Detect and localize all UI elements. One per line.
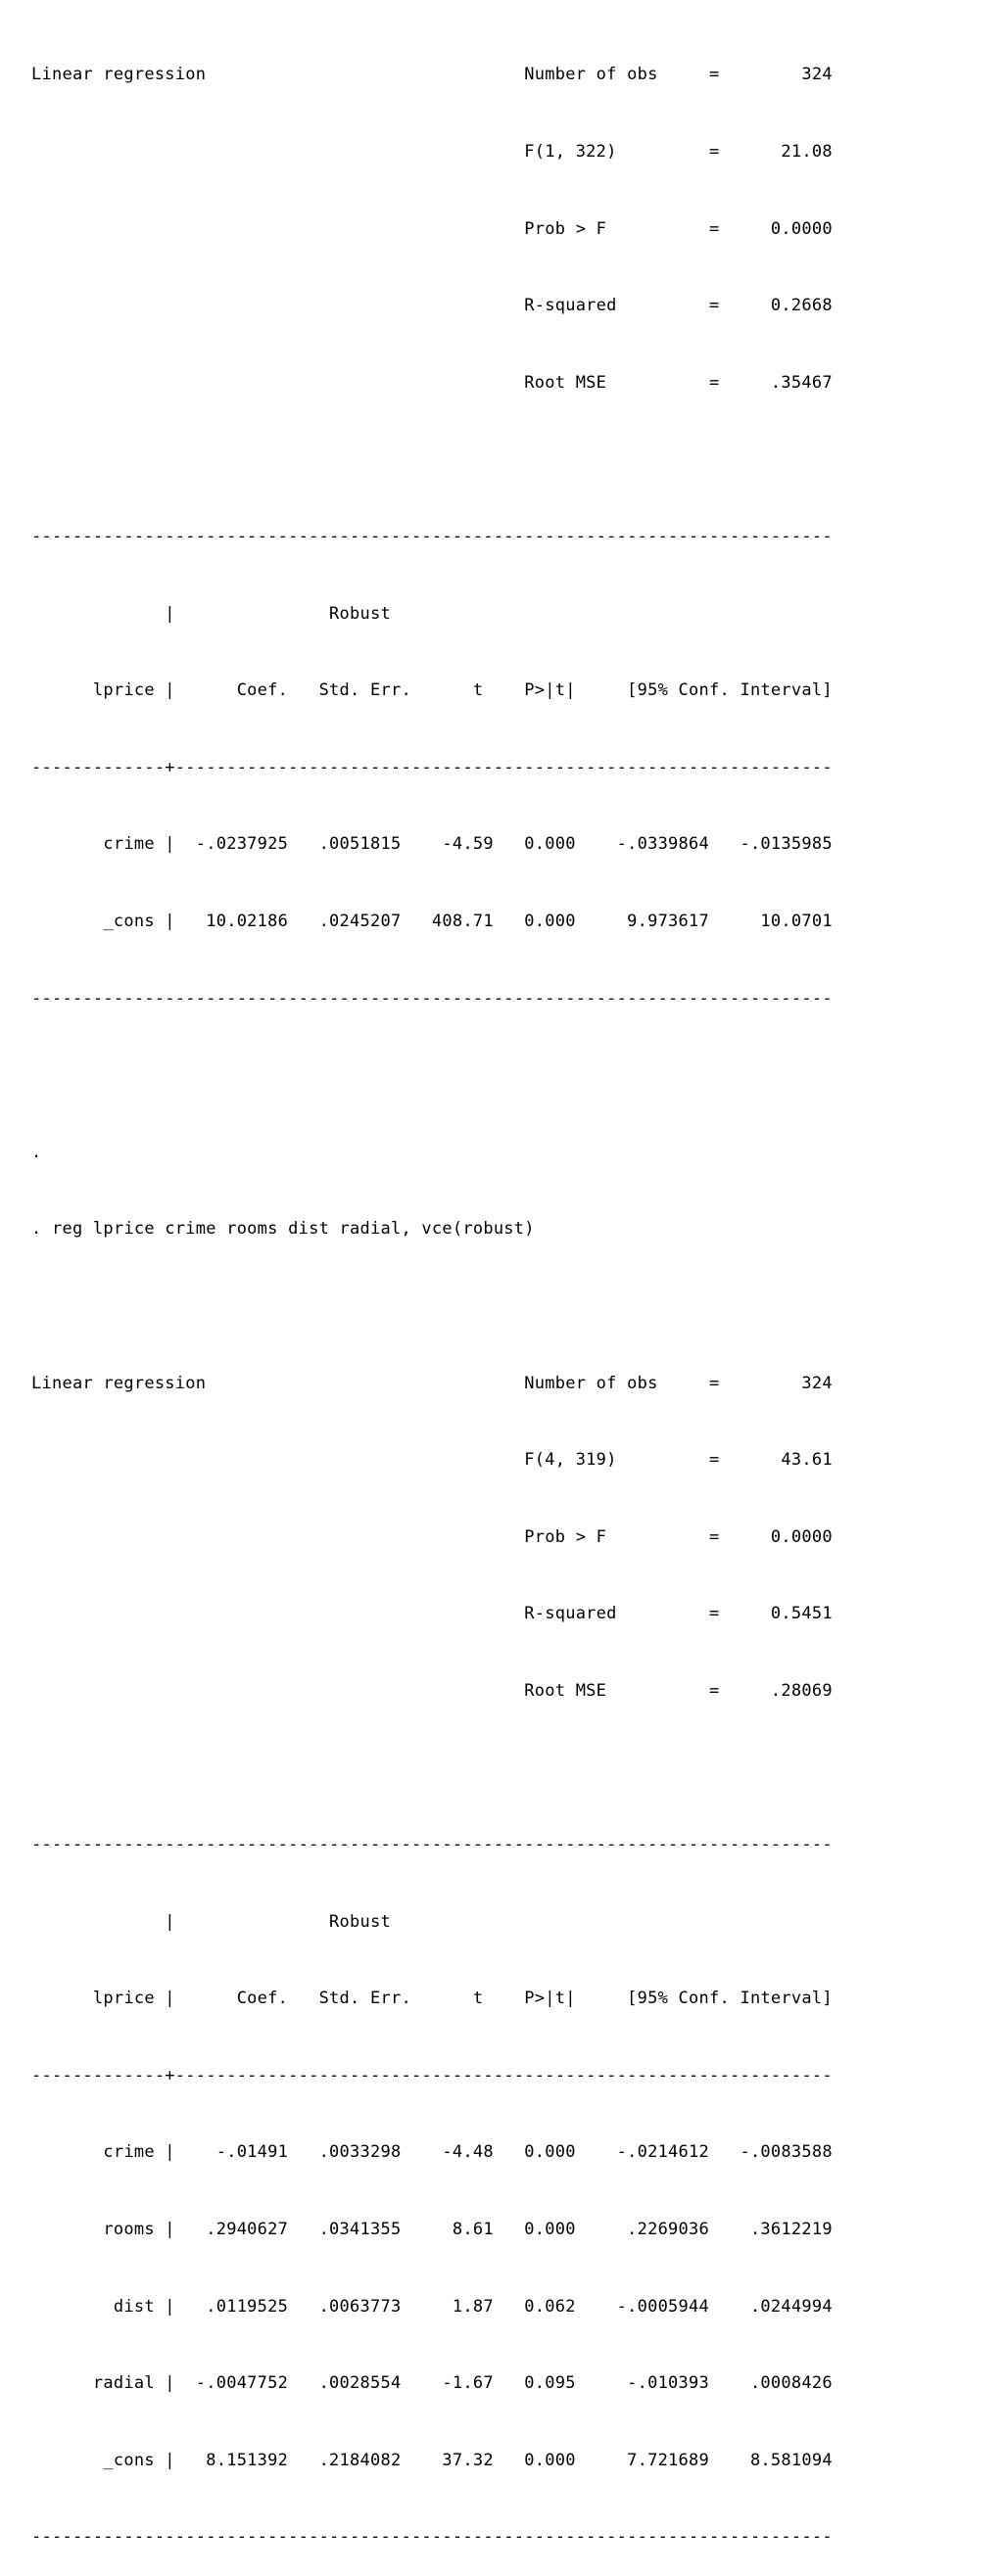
output-line: . [31,1142,42,1162]
output-line: Prob > F = 0.0000 [31,218,833,239]
output-line: Root MSE = .35467 [31,372,833,393]
output-line [31,446,833,472]
output-line: _cons | 8.151392 .2184082 37.32 0.000 7.721689 8.581094 [31,2450,833,2470]
output-line: F(4, 319) = 43.61 [31,1450,833,1471]
output-line: Linear regression Number of obs = 324 [31,1373,833,1393]
output-line: R-squared = 0.2668 [31,296,833,316]
output-line: F(1, 322) = 21.08 [31,142,833,162]
output-line: ------------------------------------------------------------------------------ [31,2527,833,2548]
output-line: | Robust [31,1911,391,1932]
output-line: lprice | Coef. Std. Err. t P>|t| [95% Conf. Interval] [31,680,833,701]
output-line: -------------+---------------------------------------------------------------- [31,757,833,777]
output-line [31,1755,833,1780]
output-line: R-squared = 0.5451 [31,1604,833,1624]
output-line: ------------------------------------------------------------------------------ [31,526,833,546]
stata-output [31,11,833,2576]
output-line: lprice | Coef. Std. Err. t P>|t| [95% Conf. Interval] [31,1989,833,2009]
output-line: Linear regression Number of obs = 324 [31,65,833,85]
output-line: | Robust [31,603,391,624]
output-line: -------------+---------------------------------------------------------------- [31,2065,833,2085]
output-line: _cons | 10.02186 .0245207 408.71 0.000 9.973617 10.0701 [31,911,833,931]
output-line: ------------------------------------------------------------------------------ [31,988,833,1008]
output-line: Root MSE = .28069 [31,1680,833,1701]
output-line: Prob > F = 0.0000 [31,1526,833,1547]
output-line: rooms | .2940627 .0341355 8.61 0.000 .2269036 .3612219 [31,2220,833,2240]
output-line: dist | .0119525 .0063773 1.87 0.062 -.0005944 .0244994 [31,2296,833,2317]
output-line: crime | -.0237925 .0051815 -4.59 0.000 -.0339864 -.0135985 [31,834,833,855]
output-line: . reg lprice crime rooms dist radial, vce(robust) [31,1219,535,1240]
output-line: ------------------------------------------------------------------------------ [31,1835,833,1855]
output-line: crime | -.01491 .0033298 -4.48 0.000 -.0214612 -.0083588 [31,2142,833,2163]
output-line: radial | -.0047752 .0028554 -1.67 0.095 -.010393 .0008426 [31,2373,833,2394]
output-line [31,1293,833,1319]
output-line [31,1062,833,1088]
